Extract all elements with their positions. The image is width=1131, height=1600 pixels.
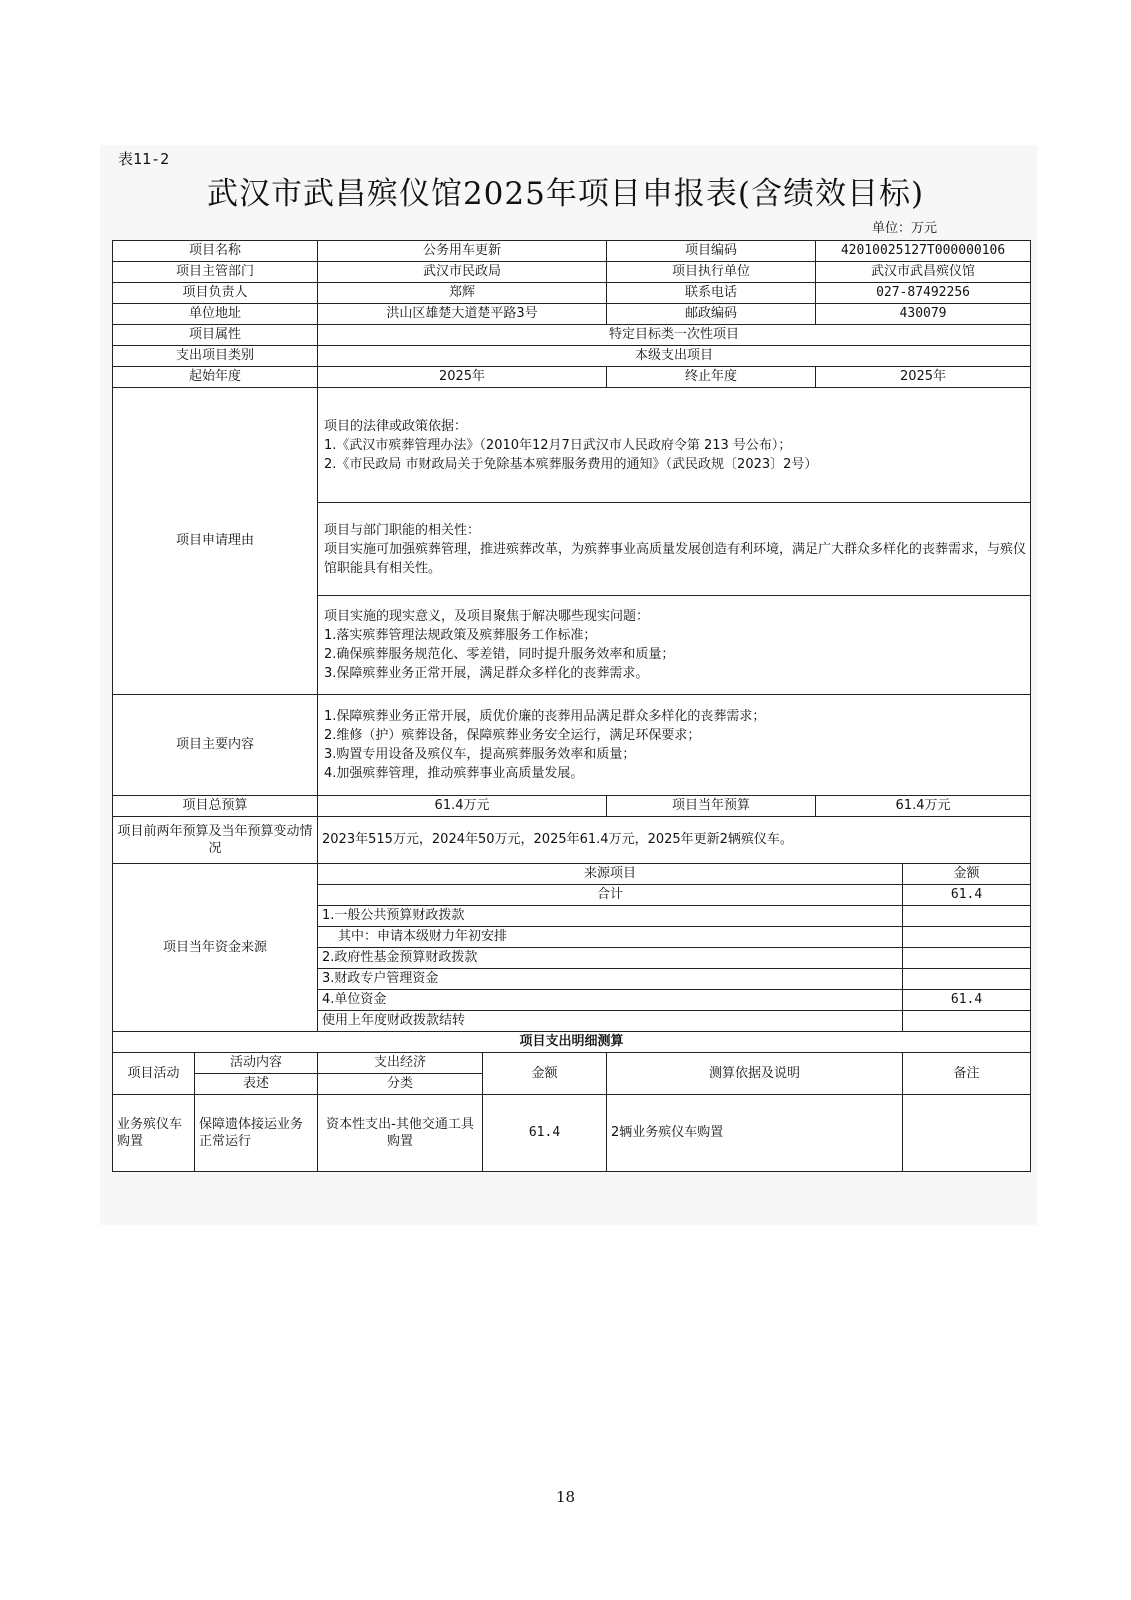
current-budget-label: 项目当年预算 [607,796,816,817]
header-content-top: 活动内容 [195,1053,318,1074]
main-content-item: 2.维修（护）殡葬设备，保障殡葬业务安全运行，满足环保要求； [324,728,701,743]
detail-row [113,1095,1031,1172]
exec-unit-label: 项目执行单位 [607,262,816,283]
funding-source-name: 其中：申请本级财力年初安排 [318,927,903,948]
main-content-cell [318,695,1031,796]
funding-source-name: 3.财政专户管理资金 [318,969,903,990]
relevance-cell [318,503,1031,596]
funding-source-name: 4.单位资金 [318,990,903,1011]
zip-value: 430079 [816,304,1031,325]
attribute-label: 项目属性 [113,325,318,346]
funding-label: 项目当年资金来源 [113,864,318,1032]
relevance-heading: 项目与部门职能的相关性： [324,522,481,538]
funding-amount: 61.4 [903,885,1031,906]
detail-basis: 2辆业务殡仪车购置 [607,1095,903,1172]
legal-basis-item: 2.《市民政局 市财政局关于免除基本殡葬服务费用的通知》（武民政规〔2023〕2号） [324,456,818,472]
page-title: 武汉市武昌殡仪馆2025年项目申报表(含绩效目标) [206,176,925,212]
row-main-content [113,695,1031,796]
funding-source-name: 2.政府性基金预算财政拨款 [318,948,903,969]
legal-basis-heading: 项目的法律或政策依据： [324,418,468,434]
project-application-table [112,240,1031,1172]
project-code-value: 42010025127T000000106 [816,241,1031,262]
address-value: 洪山区雄楚大道楚平路3号 [318,304,607,325]
detail-remark [903,1095,1031,1172]
funding-amount [903,1011,1031,1032]
funding-amount [903,927,1031,948]
row-budget [113,796,1031,817]
funding-amount [903,906,1031,927]
page-number: 18 [555,1488,576,1506]
project-code-label: 项目编码 [607,241,816,262]
row-years [113,367,1031,388]
main-content-label: 项目主要内容 [113,695,318,796]
funding-source-header: 来源项目 [318,864,903,885]
row-reason-legal [113,388,1031,503]
table-label: 表11-2 [118,150,170,168]
funding-source-name: 使用上年度财政拨款结转 [318,1011,903,1032]
project-name-label: 项目名称 [113,241,318,262]
funding-amount [903,969,1031,990]
header-basis: 测算依据及说明 [607,1053,903,1095]
row-attribute [113,325,1031,346]
header-activity: 项目活动 [113,1053,195,1095]
owner-value: 郑辉 [318,283,607,304]
row-budget-history [113,817,1031,864]
budget-history-value: 2023年515万元，2024年50万元，2025年61.4万元，2025年更新2辆殡仪车。 [318,817,1031,864]
detail-activity: 业务殡仪车购置 [113,1095,195,1172]
project-name-value: 公务用车更新 [318,241,607,262]
row-address [113,304,1031,325]
significance-item: 3.保障殡葬业务正常开展，满足群众多样化的丧葬需求。 [324,666,649,681]
funding-source-name: 合计 [318,885,903,906]
reason-label: 项目申请理由 [113,388,318,695]
funding-amount-header: 金额 [903,864,1031,885]
funding-amount [903,948,1031,969]
category-value: 本级支出项目 [318,346,1031,367]
start-year-value: 2025年 [318,367,607,388]
row-funding-header [113,864,1031,885]
significance-heading: 项目实施的现实意义，及项目聚焦于解决哪些现实问题： [324,609,650,624]
row-detail-title [113,1032,1031,1053]
exec-unit-value: 武汉市武昌殡仪馆 [816,262,1031,283]
unit-label: 单位：万元 [872,221,938,236]
address-label: 单位地址 [113,304,318,325]
row-owner [113,283,1031,304]
detail-section-title: 项目支出明细测算 [113,1032,1031,1053]
relevance-text: 项目实施可加强殡葬管理，推进殡葬改革，为殡葬事业高质量发展创造有利环境，满足广大群众多样化的丧葬需求，与殡仪馆职能具有相关性。 [324,541,1027,576]
start-year-label: 起始年度 [113,367,318,388]
header-content-bottom: 表述 [195,1074,318,1095]
funding-source-name: 1.一般公共预算财政拨款 [318,906,903,927]
legal-basis-cell [318,388,1031,503]
significance-item: 2.确保殡葬服务规范化、零差错，同时提升服务效率和质量； [324,647,675,662]
header-econ-top: 支出经济 [318,1053,483,1074]
current-budget-value: 61.4万元 [816,796,1031,817]
row-category [113,346,1031,367]
detail-amount: 61.4 [483,1095,607,1172]
legal-basis-item: 1.《武汉市殡葬管理办法》（2010年12月7日武汉市人民政府令第 213 号公布）； [324,437,792,453]
detail-econ: 资本性支出-其他交通工具购置 [318,1095,483,1172]
row-detail-header-top [113,1053,1031,1074]
end-year-value: 2025年 [816,367,1031,388]
header-amount: 金额 [483,1053,607,1095]
zip-label: 邮政编码 [607,304,816,325]
header-remark: 备注 [903,1053,1031,1095]
budget-history-label: 项目前两年预算及当年预算变动情况 [113,817,318,864]
main-content-item: 4.加强殡葬管理，推动殡葬事业高质量发展。 [324,766,584,781]
total-budget-label: 项目总预算 [113,796,318,817]
main-content-item: 1.保障殡葬业务正常开展，质优价廉的丧葬用品满足群众多样化的丧葬需求； [324,709,766,724]
dept-label: 项目主管部门 [113,262,318,283]
owner-label: 项目负责人 [113,283,318,304]
phone-value: 027-87492256 [816,283,1031,304]
total-budget-value: 61.4万元 [318,796,607,817]
header-econ-bottom: 分类 [318,1074,483,1095]
category-label: 支出项目类别 [113,346,318,367]
significance-cell [318,596,1031,695]
end-year-label: 终止年度 [607,367,816,388]
detail-content: 保障遗体接运业务正常运行 [195,1095,318,1172]
attribute-value: 特定目标类一次性项目 [318,325,1031,346]
significance-item: 1.落实殡葬管理法规政策及殡葬服务工作标准； [324,628,597,643]
phone-label: 联系电话 [607,283,816,304]
dept-value: 武汉市民政局 [318,262,607,283]
funding-amount: 61.4 [903,990,1031,1011]
row-dept [113,262,1031,283]
main-content-item: 3.购置专用设备及殡仪车，提高殡葬服务效率和质量； [324,747,636,762]
row-project-name [113,241,1031,262]
